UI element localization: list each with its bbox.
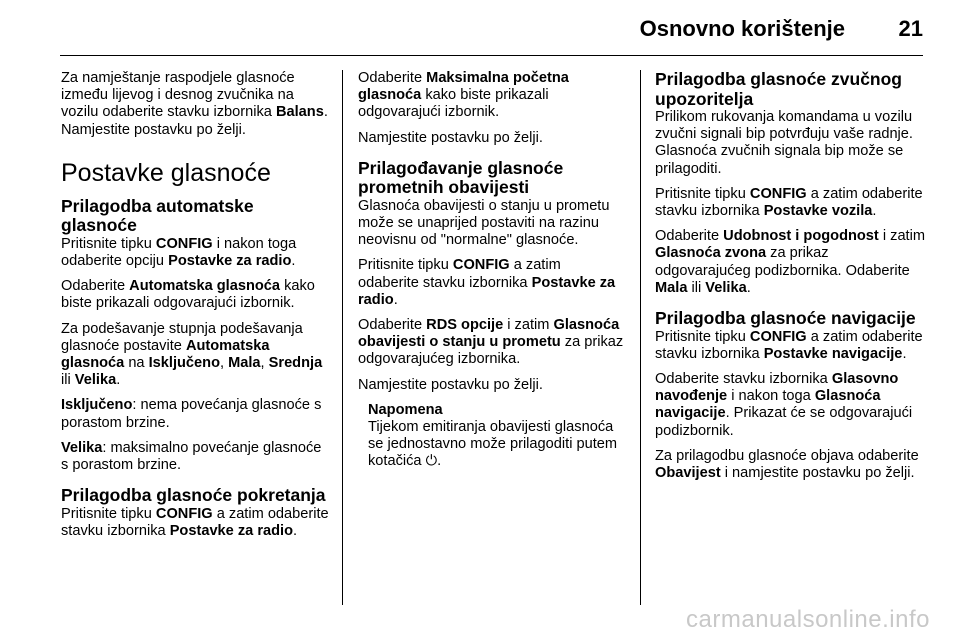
column-3 [655,70,925,490]
paragraph: Odaberite Udobnost i pogodnost i zatim Glasnoća zvona za prikaz odgovarajućeg podizbornika. Odaberite Mala ili Velika. [655,228,926,296]
note-text: Tijekom emitiranja obavijesti glasnoća se jednostavno može prilagoditi putem kotačića ⏻. [368,419,618,470]
paragraph: Pritisnite tipku CONFIG a zatim odaberite stavku izbornika Postavke za radio. [61,505,329,539]
note-title: Napomena [368,401,443,418]
paragraph: Pritisnite tipku CONFIG a zatim odaberite stavku izbornika Postavke navigacije. [655,328,923,362]
column-2 [358,70,624,471]
paragraph: Prilikom rukovanja komandama u vozilu zvučni signali bip potvrđuju vaše radnje. Glasnoća zvučnih signala bip može se prilagoditi. [655,109,913,177]
column-divider [640,70,641,605]
header-divider [60,55,923,56]
subsection-heading: Prilagodba glasnoće navigacije [655,308,916,329]
site-watermark: carmanualsonline.info [686,606,930,633]
paragraph: Odaberite Automatska glasnoća kako biste prikazali odgovarajući izbornik. [61,278,315,312]
paragraph: Velika: maksimalno povećanje glasnoće s porastom brzine. [61,439,322,474]
paragraph: Isključeno: nema povećanja glasnoće s porastom brzine. [61,397,322,431]
paragraph: Pritisnite tipku CONFIG a zatim odaberite stavku izbornika Postavke za radio. [358,257,616,308]
paragraph: Glasnoća obavijesti o stanju u prometu može se unaprijed postaviti na razinu neovisnu od "normalne" glasnoće. [358,197,610,249]
paragraph: Pritisnite tipku CONFIG a zatim odaberite stavku izbornika Postavke vozila. [655,185,923,220]
column-1 [61,70,329,548]
page-header-title: Osnovno korištenje [639,16,845,41]
paragraph: Za namještanje raspodjele glasnoće između lijevog i desnog zvučnika na vozilu odaberite stavku izbornika Balans. Namjestite postavku po želji. [61,70,328,138]
subsection-heading: Prilagodba glasnoće pokretanja [61,485,326,506]
section-heading: Postavke glasnoće [61,158,271,187]
page-number: 21 [898,16,923,41]
paragraph: Odaberite stavku izbornika Glasovno navođenje i nakon toga Glasnoća navigacije. Prikazat će se odgovarajući podizbornik. [655,370,913,439]
paragraph: Za podešavanje stupnja podešavanja glasnoće postavite Automatska glasnoća na Isključeno, Mala, Srednja ili Velika. [61,320,323,389]
paragraph: Odaberite Maksimalna početna glasnoća kako biste prikazali odgovarajući izbornik. [358,70,569,121]
paragraph: Pritisnite tipku CONFIG i nakon toga odaberite opciju Postavke za radio. [61,235,297,270]
subsection-heading: Prilagodba glasnoće zvučnog upozoritelja [655,69,902,109]
note-box [368,402,624,471]
paragraph: Odaberite RDS opcije i zatim Glasnoća obavijesti o stanju u prometu za prikaz odgovarajućeg izbornika. [358,317,624,368]
column-divider [342,70,343,605]
paragraph: Namjestite postavku po želji. [358,376,543,393]
paragraph: Namjestite postavku po želji. [358,129,543,146]
subsection-heading: Prilagođavanje glasnoće prometnih obavijesti [358,157,564,198]
paragraph: Za prilagodbu glasnoće objava odaberite Obavijest i namjestite postavku po želji. [655,447,919,481]
subsection-heading: Prilagodba automatske glasnoće [61,195,254,236]
